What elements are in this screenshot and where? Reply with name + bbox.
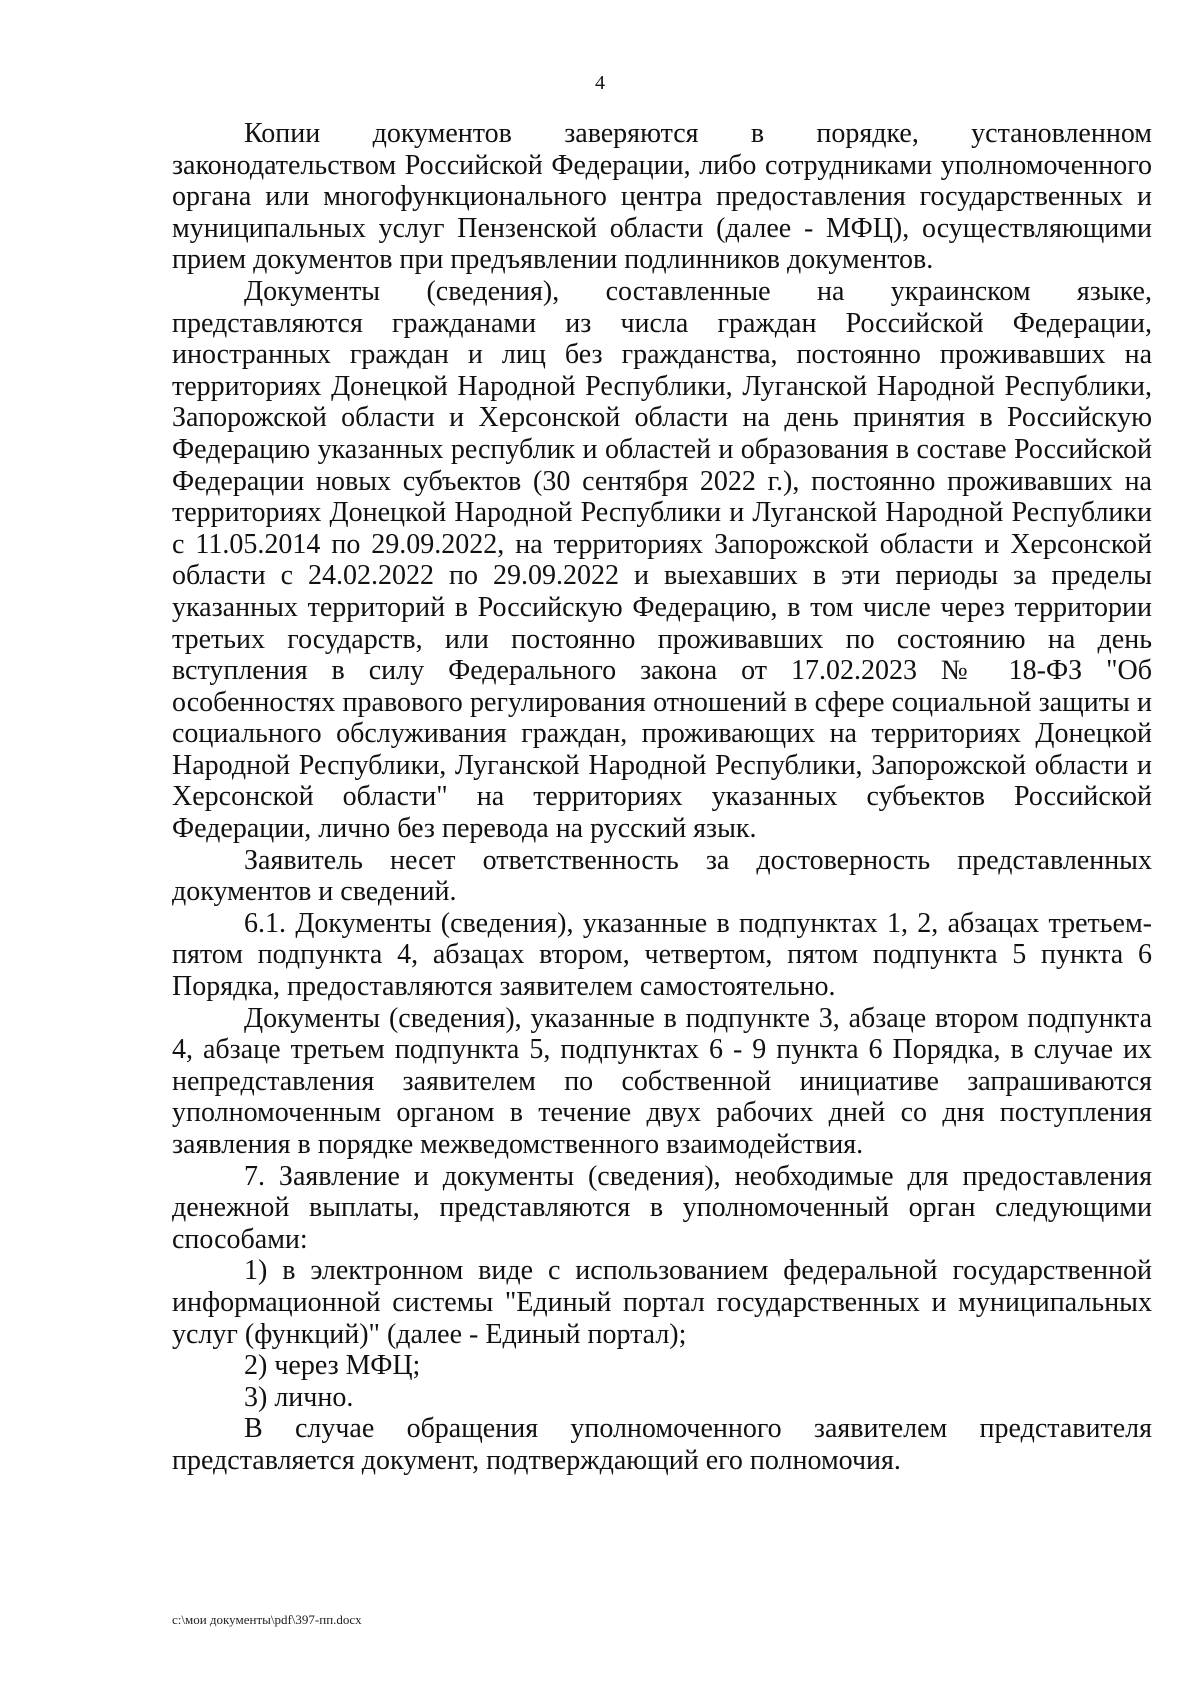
paragraph-6-1: 6.1. Документы (сведения), указанные в подпунктах 1, 2, абзацах третьем-пятом подпункта 4, абзацах втором, четвертом, пятом подпункта 5 пункта 6 Порядка, предоставляются заявителем самостоятельно. [172, 907, 1152, 1003]
list-item-mfc: 2) через МФЦ; [244, 1350, 421, 1382]
paragraph-representative: В случае обращения уполномоченного заявителем представителя представляется документ, подтверждающий его полномочия. [172, 1413, 1152, 1476]
document-body [172, 118, 1152, 1477]
list-item-electronic: 1) в электронном виде с использованием федеральной государственной информационной системы "Единый портал государственных и муниципальных услуг (функций)" (далее - Единый портал); [172, 1255, 1152, 1350]
page-number: 4 [595, 72, 605, 94]
paragraph-copies-certification: Копии документов заверяются в порядке, установленном законодательством Российской Федерации, либо сотрудниками уполномоченного органа или многофункционального центра предоставления государственных и муниципальных услуг Пензенской области (далее - МФЦ), осуществляющими прием документов при предъявлении подлинников документов. [172, 118, 1152, 276]
list-item-in-person: 3) лично. [244, 1381, 354, 1413]
paragraph-ukrainian-documents: Документы (сведения), составленные на украинском языке, представляются гражданами из числа граждан Российской Федерации, иностранных граждан и лиц без гражданства, постоянно проживавших на территориях Донецкой Народной Республики, Луганской Народной Республики, Запорожской области и Херсонской области на день принятия в Российскую Федерацию указанных республик и областей и образования в составе Российской Федерации новых субъектов (30 сентября 2022 г.), постоянно проживавших на территориях Донецкой Народной Республики и Луганской Народной Республики с 11.05.2014 по 29.09.2022, на территориях Запорожской области и Херсонской области с 24.02.2022 по 29.09.2022 и выехавших в эти периоды за пределы указанных территорий в Российскую Федерацию, в том числе через территории третьих государств, или постоянно проживавших по состоянию на день вступления в силу Федерального закона от 17.02.2023 № 18-ФЗ "Об особенностях правового регулирования отношений в сфере социальной защиты и социального обслуживания граждан, проживающих на территориях Донецкой Народной Республики, Луганской Народной Республики, Запорожской области и Херсонской области" на территориях указанных субъектов Российской Федерации, лично без перевода на русский язык. [172, 275, 1152, 845]
paragraph-interagency-requests: Документы (сведения), указанные в подпункте 3, абзаце втором подпункта 4, абзаце третьем подпункта 5, подпунктах 6 - 9 пункта 6 Порядка, в случае их непредставления заявителем по собственной инициативе запрашиваются уполномоченным органом в течение двух рабочих дней со дня поступления заявления в порядке межведомственного взаимодействия. [172, 1002, 1152, 1160]
footer-file-path: c:\мои документы\pdf\397-пп.docx [172, 1612, 362, 1627]
paragraph-applicant-responsibility: Заявитель несет ответственность за достоверность представленных документов и сведений. [172, 844, 1152, 908]
paragraph-7: 7. Заявление и документы (сведения), необходимые для предоставления денежной выплаты, представляются в уполномоченный орган следующими способами: [172, 1160, 1152, 1255]
